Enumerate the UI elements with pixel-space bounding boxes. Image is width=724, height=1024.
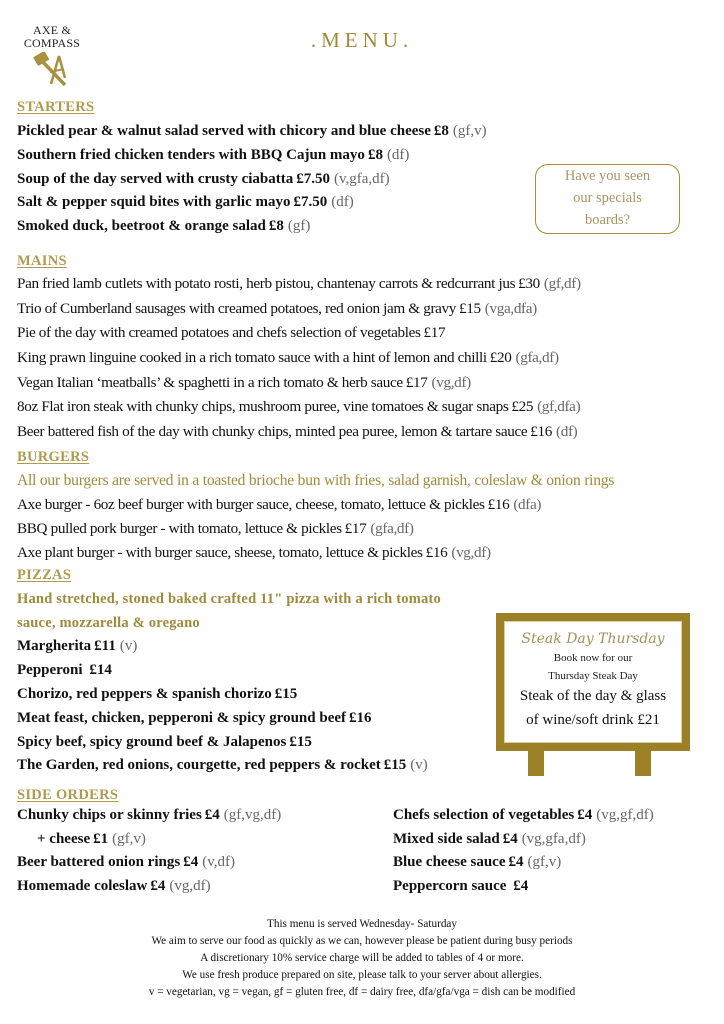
menu-item: Axe plant burger - with burger sauce, sheese, tomato, lettuce & pickles £16 (vg,df) bbox=[17, 544, 491, 561]
menu-item: The Garden, red onions, courgette, red peppers & rocket £15 (v) bbox=[17, 757, 428, 773]
specials-line-1: Have you seen bbox=[564, 168, 651, 184]
footer-line: This menu is served Wednesday- Saturday bbox=[267, 918, 457, 930]
board-sub-2: Thursday Steak Day bbox=[548, 670, 638, 682]
pizzas-note-line-1: Hand stretched, stoned baked crafted 11" pizza with a rich tomato bbox=[17, 591, 441, 607]
pizzas-note-line-2: sauce, mozzarella & oregano bbox=[17, 615, 200, 631]
menu-item: BBQ pulled pork burger - with tomato, lettuce & pickles £17 (gfa,df) bbox=[17, 520, 414, 537]
board-offer-2: of wine/soft drink £21 bbox=[526, 712, 660, 728]
board-sub-1: Book now for our bbox=[553, 652, 633, 664]
board-title: Steak Day Thursday bbox=[521, 631, 665, 647]
board-offer-1: Steak of the day & glass bbox=[519, 688, 667, 704]
footer-line: We aim to serve our food as quickly as we can, however please be patient during busy periods bbox=[151, 935, 573, 947]
axe-compass-icon bbox=[31, 52, 73, 88]
section-heading-burgers: BURGERS bbox=[17, 449, 90, 465]
side-item: Chunky chips or skinny fries £4 (gf,vg,df) bbox=[17, 807, 282, 823]
menu-item: Trio of Cumberland sausages with creamed potatoes, red onion jam & gravy £15 (vga,dfa) bbox=[17, 300, 537, 317]
logo-line-1: AXE & bbox=[33, 23, 71, 37]
side-item: + cheese £1 (gf,v) bbox=[37, 831, 146, 847]
board-leg-left bbox=[528, 751, 544, 776]
specials-line-2: our specials bbox=[573, 190, 642, 206]
menu-item: Soup of the day served with crusty ciabatta £7.50 (v,gfa,df) bbox=[17, 171, 390, 187]
menu-item: Pie of the day with creamed potatoes and chefs selection of vegetables £17 bbox=[17, 324, 446, 341]
side-item: Homemade coleslaw £4 (vg,df) bbox=[17, 878, 211, 894]
burgers-note: All our burgers are served in a toasted brioche bun with fries, salad garnish, coleslaw & onion rings bbox=[17, 472, 615, 489]
specials-line-3: boards? bbox=[584, 212, 631, 228]
menu-footer bbox=[0, 916, 724, 1001]
side-item: Beer battered onion rings £4 (v,df) bbox=[17, 854, 235, 870]
menu-item: Pepperoni £14 bbox=[17, 662, 112, 678]
specials-callout bbox=[535, 164, 680, 234]
section-heading-sides: SIDE ORDERS bbox=[17, 787, 119, 803]
menu-item: Margherita £11 (v) bbox=[17, 638, 138, 654]
menu-item: Smoked duck, beetroot & orange salad £8 (gf) bbox=[17, 218, 311, 234]
menu-item: Spicy beef, spicy ground beef & Jalapenos £15 bbox=[17, 734, 312, 750]
section-heading-mains: MAINS bbox=[17, 253, 67, 269]
section-heading-starters: STARTERS bbox=[17, 99, 95, 115]
menu-item: Beer battered fish of the day with chunky chips, minted pea puree, lemon & tartare sauce £16 (df) bbox=[17, 423, 578, 440]
menu-item: Axe burger - 6oz beef burger with burger sauce, cheese, tomato, lettuce & pickles £16 (dfa) bbox=[17, 496, 542, 513]
footer-line: A discretionary 10% service charge will be added to tables of 4 or more. bbox=[200, 952, 524, 964]
board-leg-right bbox=[635, 751, 651, 776]
menu-item: Chorizo, red peppers & spanish chorizo £15 bbox=[17, 686, 298, 702]
menu-item: Salt & pepper squid bites with garlic mayo £7.50 (df) bbox=[17, 194, 354, 210]
section-heading-pizzas: PIZZAS bbox=[17, 567, 72, 583]
footer-line: We use fresh produce prepared on site, please talk to your server about allergies. bbox=[182, 969, 542, 981]
steak-day-board bbox=[496, 613, 690, 751]
menu-item: Pickled pear & walnut salad served with chicory and blue cheese £8 (gf,v) bbox=[17, 123, 487, 139]
side-item: Mixed side salad £4 (vg,gfa,df) bbox=[393, 831, 586, 847]
page-title: .MENU. bbox=[310, 28, 414, 52]
side-item: Peppercorn sauce £4 bbox=[393, 878, 529, 894]
menu-item: King prawn linguine cooked in a rich tomato sauce with a hint of lemon and chilli £20 (gfa,df) bbox=[17, 349, 559, 366]
menu-item: Southern fried chicken tenders with BBQ Cajun mayo £8 (df) bbox=[17, 147, 410, 163]
logo-line-2: COMPASS bbox=[23, 36, 81, 50]
menu-item: Vegan Italian ‘meatballs’ & spaghetti in a rich tomato & herb sauce £17 (vg,df) bbox=[17, 374, 471, 391]
side-item: Chefs selection of vegetables £4 (vg,gf,df) bbox=[393, 807, 654, 823]
side-item: Blue cheese sauce £4 (gf,v) bbox=[393, 854, 562, 870]
menu-item: 8oz Flat iron steak with chunky chips, mushroom puree, vine tomatoes & sugar snaps £25 (gf,dfa) bbox=[17, 398, 581, 415]
menu-item: Meat feast, chicken, pepperoni & spicy ground beef £16 bbox=[17, 710, 372, 726]
menu-item: Pan fried lamb cutlets with potato rosti, herb pistou, chantenay carrots & redcurrant jus £30 (gf,df) bbox=[17, 275, 581, 292]
footer-line: v = vegetarian, vg = vegan, gf = gluten free, df = dairy free, dfa/gfa/vga = dish can be modified bbox=[148, 986, 576, 998]
